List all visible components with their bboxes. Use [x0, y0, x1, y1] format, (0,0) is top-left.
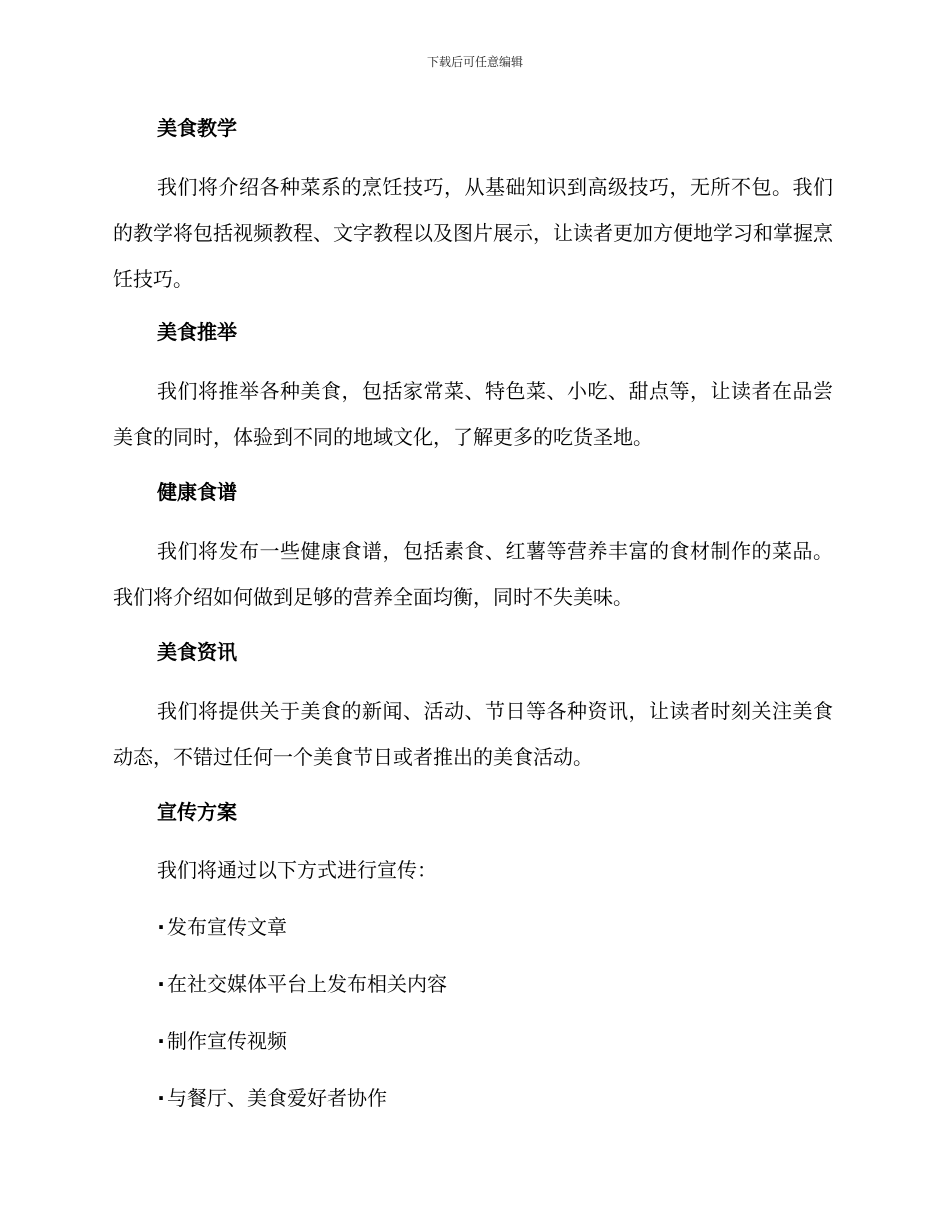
- section-body-healthy-recipes: 我们将发布一些健康食谱，包括素食、红薯等营养丰富的食材制作的菜品。我们将介绍如何做到足够的营养全面均衡，同时不失美味。: [113, 539, 833, 609]
- section-heading-food-recommendations: 美食推举: [157, 320, 237, 344]
- list-item: [155, 913, 287, 941]
- page-header-note: 下载后可任意编辑: [426, 55, 523, 69]
- section-body-cooking-lessons: 我们将介绍各种菜系的烹饪技巧，从基础知识到高级技巧，无所不包。我们的教学将包括视频教程、文字教程以及图片展示，让读者更加方便地学习和掌握烹饪技巧。: [113, 175, 833, 291]
- list-item: [155, 1027, 287, 1055]
- section-body-food-recommendations: 我们将推举各种美食，包括家常菜、特色菜、小吃、甜点等，让读者在品尝美食的同时，体验到不同的地域文化，了解更多的吃货圣地。: [113, 379, 833, 449]
- section-body-food-news: 我们将提供关于美食的新闻、活动、节日等各种资讯，让读者时刻关注美食动态，不错过任何一个美食节日或者推出的美食活动。: [113, 699, 833, 769]
- bullet-dot-icon: ·: [157, 915, 165, 939]
- list-item-text: 发布宣传文章: [167, 915, 287, 939]
- bullet-dot-icon: ·: [157, 1029, 165, 1053]
- bullet-dot-icon: ·: [157, 972, 165, 996]
- section-heading-cooking-lessons: 美食教学: [157, 116, 237, 140]
- list-item: [155, 970, 447, 998]
- list-item-text: 与餐厅、美食爱好者协作: [167, 1086, 387, 1110]
- section-heading-promotion-plan: 宣传方案: [157, 800, 237, 824]
- list-item: [155, 1084, 387, 1112]
- bullet-dot-icon: ·: [157, 1086, 165, 1110]
- list-item-text: 在社交媒体平台上发布相关内容: [167, 972, 447, 996]
- list-item-text: 制作宣传视频: [167, 1029, 287, 1053]
- promotion-intro: 我们将通过以下方式进行宣传：: [157, 858, 437, 882]
- section-heading-food-news: 美食资讯: [157, 640, 237, 664]
- section-heading-healthy-recipes: 健康食谱: [157, 480, 237, 504]
